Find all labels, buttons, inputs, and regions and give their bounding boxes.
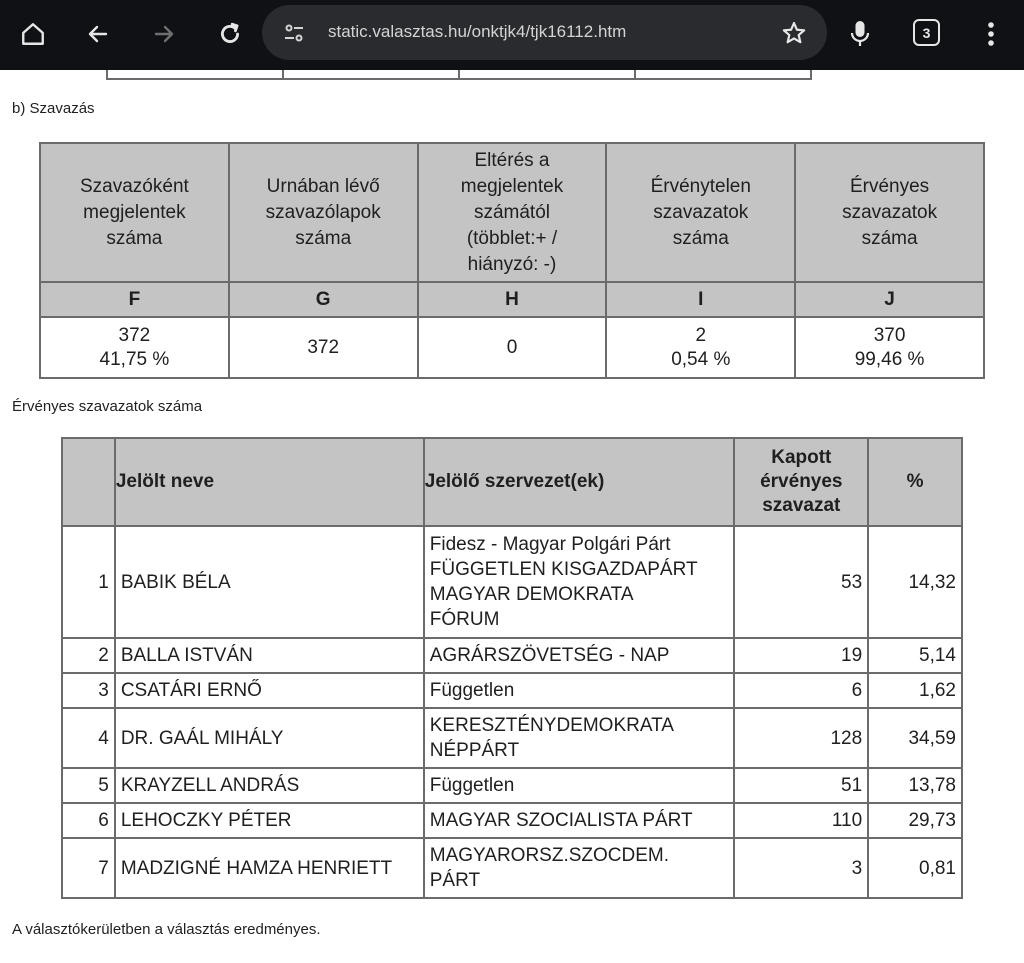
summary-count: 0 [506, 336, 518, 358]
nominating-org-line: MAGYARORSZ.SZOCDEM. [429, 845, 670, 866]
address-bar[interactable] [262, 5, 827, 60]
browser-toolbar [0, 0, 1024, 70]
column-letter: J [795, 282, 984, 317]
candidate-row [62, 768, 962, 803]
nominating-org-line: KERESZTÉNYDEMOKRATA [429, 715, 674, 736]
candidate-votes: 6 [734, 673, 868, 708]
candidate-row [62, 708, 962, 768]
nominating-org-line: FÓRUM [429, 609, 500, 630]
summary-value-row [40, 317, 984, 378]
candidate-results-table [61, 437, 963, 899]
nominating-org-line: Fidesz - Magyar Polgári Párt [429, 534, 671, 555]
summary-count: 370 [873, 324, 906, 346]
summary-header-cell [606, 143, 795, 282]
header-percent: % [868, 438, 962, 526]
tab-switcher-icon[interactable] [913, 19, 940, 46]
summary-header-line: megjelentek [83, 201, 186, 223]
summary-header-line: számától [473, 201, 550, 223]
header-votes [734, 438, 868, 526]
candidate-row [62, 526, 962, 638]
microphone-icon[interactable] [840, 14, 880, 54]
summary-value-cell [606, 317, 795, 378]
nominating-org-line: AGRÁRSZÖVETSÉG - NAP [429, 645, 670, 666]
summary-value-cell [795, 317, 984, 378]
candidate-name: BALLA ISTVÁN [115, 638, 424, 673]
summary-percent: 41,75 % [99, 348, 170, 370]
result-statement: A választókerületben a választás eredményes. [12, 921, 321, 938]
summary-header-line: száma [672, 227, 729, 249]
nominating-org [424, 838, 735, 898]
candidate-percent: 1,62 [868, 673, 962, 708]
candidate-votes: 3 [734, 838, 868, 898]
previous-table-cell [636, 70, 810, 78]
candidate-percent: 0,81 [868, 838, 962, 898]
summary-header-line: szavazatok [842, 201, 938, 223]
summary-header-line: száma [295, 227, 352, 249]
tab-count: 3 [922, 24, 931, 41]
header-votes-line: Kapott [771, 447, 832, 468]
voting-summary-table [39, 142, 985, 379]
nominating-org-line: NÉPPÁRT [429, 740, 520, 761]
summary-percent: 0,54 % [671, 348, 731, 370]
reload-icon[interactable] [210, 14, 250, 54]
bookmark-star-icon[interactable] [781, 20, 807, 46]
nominating-org [424, 708, 735, 768]
column-letter: G [229, 282, 418, 317]
nominating-org-line: PÁRT [429, 870, 481, 891]
column-letter: F [40, 282, 229, 317]
nominating-org-line: MAGYAR DEMOKRATA [429, 584, 634, 605]
candidate-name: LEHOCZKY PÉTER [115, 803, 424, 838]
summary-header-cell [795, 143, 984, 282]
nominating-org [424, 803, 735, 838]
candidate-percent: 34,59 [868, 708, 962, 768]
summary-header-line: (többlet:+ / [466, 227, 558, 249]
candidate-number: 4 [62, 708, 115, 768]
summary-header-line: Eltérés a [474, 149, 550, 171]
nominating-org-line: Független [429, 775, 515, 796]
header-number [62, 438, 115, 526]
candidate-name: KRAYZELL ANDRÁS [115, 768, 424, 803]
header-candidate-name: Jelölt neve [115, 438, 424, 526]
summary-header-line: szavazólapok [265, 201, 381, 223]
candidate-percent: 5,14 [868, 638, 962, 673]
candidate-row [62, 803, 962, 838]
summary-header-line: száma [861, 227, 918, 249]
candidate-votes: 53 [734, 526, 868, 638]
results-header-row [62, 438, 962, 526]
previous-table-cell [460, 70, 636, 78]
nominating-org-line: FÜGGETLEN KISGAZDAPÁRT [429, 559, 698, 580]
summary-header-line: Urnában lévő [266, 175, 380, 197]
candidate-percent: 29,73 [868, 803, 962, 838]
summary-header-line: megjelentek [460, 175, 564, 197]
summary-letter-row [40, 282, 984, 317]
more-menu-icon[interactable] [971, 14, 1011, 54]
summary-header-line: Érvényes [849, 175, 930, 197]
candidate-name: MADZIGNÉ HAMZA HENRIETT [115, 838, 424, 898]
candidate-number: 2 [62, 638, 115, 673]
summary-percent: 99,46 % [854, 348, 925, 370]
nominating-org-line: MAGYAR SZOCIALISTA PÁRT [429, 810, 693, 831]
candidate-percent: 14,32 [868, 526, 962, 638]
column-letter: I [606, 282, 795, 317]
candidate-row [62, 838, 962, 898]
candidate-percent: 13,78 [868, 768, 962, 803]
section-title: b) Szavazás [12, 100, 95, 117]
summary-count: 2 [695, 324, 707, 346]
back-icon[interactable] [78, 14, 118, 54]
summary-header-cell [418, 143, 607, 282]
candidate-name: DR. GAÁL MIHÁLY [115, 708, 424, 768]
header-votes-line: érvényes [760, 471, 843, 492]
previous-table-cell [108, 70, 284, 78]
summary-value-cell [418, 317, 607, 378]
summary-header-cell [40, 143, 229, 282]
summary-value-cell [40, 317, 229, 378]
candidate-number: 1 [62, 526, 115, 638]
results-caption: Érvényes szavazatok száma [12, 398, 203, 415]
candidate-number: 7 [62, 838, 115, 898]
summary-header-line: hiányzó: -) [467, 253, 557, 275]
summary-header-row [40, 143, 984, 282]
header-nominating-org: Jelölő szervezet(ek) [424, 438, 735, 526]
candidate-votes: 128 [734, 708, 868, 768]
nominating-org [424, 768, 735, 803]
nominating-org [424, 638, 735, 673]
nominating-org [424, 673, 735, 708]
summary-header-line: szavazatok [653, 201, 749, 223]
summary-value-cell [229, 317, 418, 378]
candidate-row [62, 673, 962, 708]
previous-table-cell [284, 70, 460, 78]
summary-count: 372 [307, 336, 340, 358]
column-letter: H [418, 282, 607, 317]
previous-table-bottom [106, 70, 812, 80]
home-icon[interactable] [13, 14, 53, 54]
candidate-votes: 51 [734, 768, 868, 803]
candidate-votes: 19 [734, 638, 868, 673]
summary-header-cell [229, 143, 418, 282]
nominating-org-line: Független [429, 680, 515, 701]
summary-header-line: Érvénytelen [650, 175, 751, 197]
url-text[interactable]: static.valasztas.hu/onktjk4/tjk16112.htm [328, 22, 627, 41]
forward-icon[interactable] [144, 14, 184, 54]
header-votes-line: szavazat [762, 495, 841, 516]
candidate-number: 6 [62, 803, 115, 838]
summary-count: 372 [118, 324, 151, 346]
candidate-votes: 110 [734, 803, 868, 838]
summary-header-line: száma [106, 227, 163, 249]
candidate-row [62, 638, 962, 673]
candidate-number: 3 [62, 673, 115, 708]
candidate-name: CSATÁRI ERNŐ [115, 673, 424, 708]
candidate-name: BABIK BÉLA [115, 526, 424, 638]
summary-header-line: Szavazóként [80, 175, 189, 197]
site-settings-icon[interactable] [282, 21, 306, 45]
nominating-org [424, 526, 735, 638]
candidate-number: 5 [62, 768, 115, 803]
